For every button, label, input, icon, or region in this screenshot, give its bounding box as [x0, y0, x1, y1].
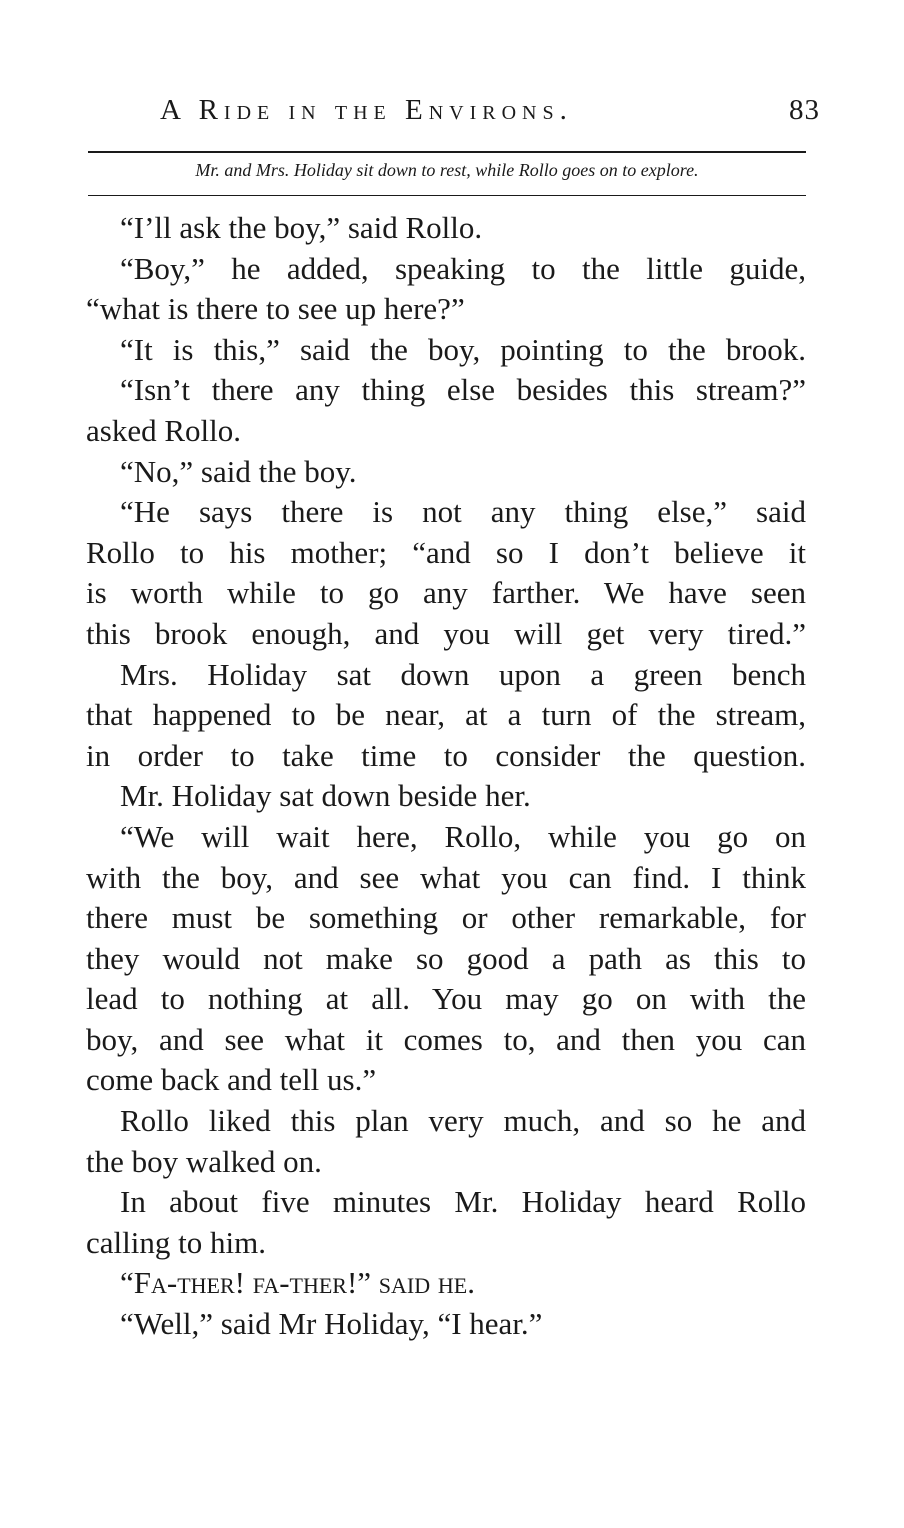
text-line: with the boy, and see what you can find. I think: [86, 859, 806, 895]
text-line: “We will wait here, Rollo, while you go on: [120, 818, 806, 854]
text-line: boy, and see what it comes to, and then you can: [86, 1021, 806, 1057]
text-line: Rollo to his mother; “and so I don’t believe it: [86, 534, 806, 570]
text-line: “Well,” said Mr Holiday, “I hear.”: [120, 1306, 543, 1342]
text-line: come back and tell us.”: [86, 1062, 377, 1098]
text-line: Mrs. Holiday sat down upon a green bench: [120, 656, 806, 692]
running-head: [160, 94, 820, 134]
text-line: lead to nothing at all. You may go on with the: [86, 981, 806, 1017]
text-line: in order to take time to consider the question.: [86, 737, 806, 773]
page-number: 83: [789, 94, 820, 126]
text-line: “Boy,” he added, speaking to the little guide,: [120, 250, 806, 286]
header-rule-bottom: [88, 195, 806, 196]
text-line: “what is there to see up here?”: [86, 291, 465, 327]
text-line: there must be something or other remarkable, for: [86, 900, 806, 936]
text-line: In about five minutes Mr. Holiday heard Rollo: [120, 1184, 806, 1220]
body-text: [86, 208, 806, 1345]
text-line: “I’ll ask the boy,” said Rollo.: [120, 210, 483, 245]
header-rule-top: [88, 151, 806, 153]
text-line: asked Rollo.: [86, 412, 241, 448]
chapter-title: A Ride in the Environs.: [160, 94, 573, 126]
text-line: calling to him.: [86, 1224, 266, 1260]
text-line: “It is this,” said the boy, pointing to the brook.: [120, 331, 806, 367]
text-line: the boy walked on.: [86, 1143, 322, 1179]
text-line: “He says there is not any thing else,” said: [120, 494, 806, 530]
text-line: this brook enough, and you will get very tired.”: [86, 615, 806, 651]
text-line: they would not make so good a path as this to: [86, 940, 806, 976]
text-line: “No,” said the boy.: [120, 453, 357, 489]
section-subhead: Mr. and Mrs. Holiday sit down to rest, while Rollo goes on to explore.: [195, 160, 699, 180]
text-line: Mr. Holiday sat down beside her.: [120, 778, 531, 814]
text-line: “Fa-ther! fa-ther!” said he.: [120, 1265, 475, 1301]
text-line: that happened to be near, at a turn of the stream,: [86, 697, 806, 733]
text-line: is worth while to go any farther. We have seen: [86, 575, 806, 611]
text-line: Rollo liked this plan very much, and so he and: [120, 1103, 806, 1139]
text-line: “Isn’t there any thing else besides this stream?”: [120, 372, 806, 408]
